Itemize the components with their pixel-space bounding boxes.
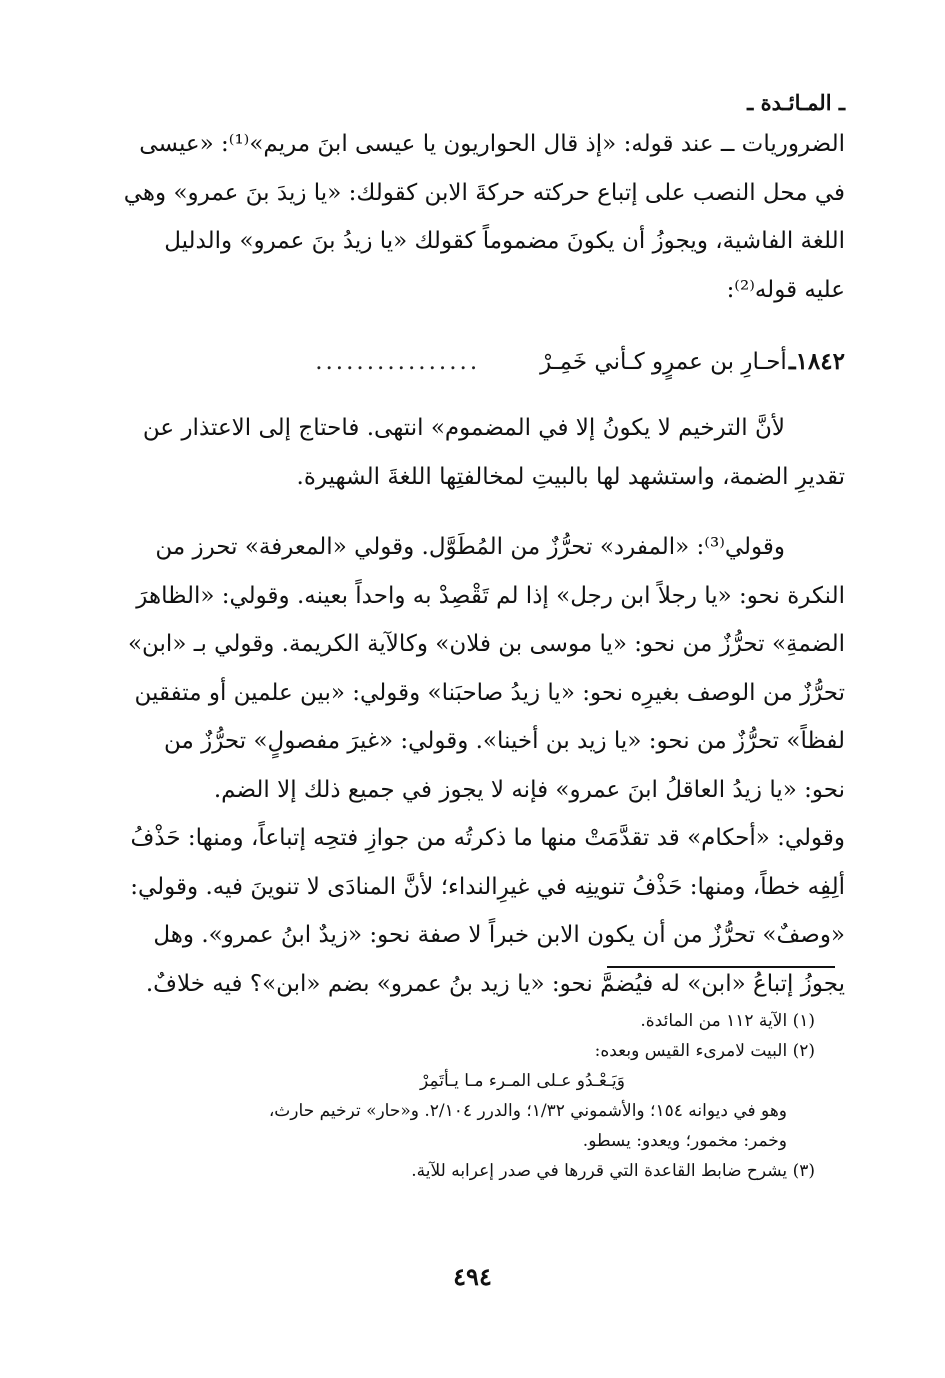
footnote-3: (٣) يشرح ضابط القاعدة التي قررها في صدر إعرابه للآية. (411, 1161, 815, 1181)
footnote-2-source: وهو في ديوانه ١٥٤؛ والأشموني ١/٣٢؛ والدرر ٢/١٠٤. و«حار» ترخيم حارث، (268, 1101, 787, 1121)
footnote-1: (١) الآية ١١٢ من المائدة. (640, 1011, 815, 1031)
running-header: ـ المـائـدة ـ (747, 90, 845, 115)
text-line: وقولي: «أحكام» قد تقدَّمَتْ منها ما ذكرتُه من جوازِ فتحِه إتباعاً، ومنها: حَذْفُ (130, 825, 845, 851)
text-line: «وصفٌ» تحرُّزٌ من أن يكون الابن خبراً لا صفة نحو: «زيدٌ ابنُ عمرو». وهل (153, 922, 845, 948)
verse-ellipsis: ................ (315, 349, 481, 375)
text-line: ألِفِه خطاً، ومنها: حَذْفُ تنوينِه في غيرِالنداء؛ لأنَّ المنادَى لا تنوينَ فيه. وقولي: (130, 873, 845, 900)
text-line: الضمةِ» تحرُّزٌ من نحو: «يا موسى بن فلان» وكالآية الكريمة. وقولي بـ «ابن» (127, 631, 845, 657)
verse-number: ١٨٤٢ـ (788, 348, 845, 375)
intro-paragraph (100, 120, 845, 314)
text-line: عليه قوله⁽²⁾: (726, 276, 845, 303)
poetry-verse (100, 338, 845, 386)
text-line: اللغة الفاشية، ويجوزُ أن يكونَ مضموماً كقولك «يا زيدُ بنَ عمرو» والدليل (164, 228, 845, 254)
text-line: لفظاً» تحرُّزٌ من نحو: «يا زيد بن أخينا». وقولي: «غيرَ مفصولٍ» تحرُّزٌ من (163, 728, 845, 754)
text-line: تقديرِ الضمة، واستشهد لها بالبيتِ لمخالفتِها اللغةَ الشهيرة. (296, 463, 845, 490)
text-line: النكرة نحو: «يا رجلاً ابن رجل» إذا لم تَقْصِدْ به واحداً بعينه. وقولي: «الظاهرَ (136, 582, 845, 609)
footnote-divider (607, 966, 835, 968)
verse-text: أحـارِ بن عمرٍو كـأني خَمِـرْ (540, 349, 787, 375)
text-line: في محل النصب على إتباع حركته حركةَ الابن كقولك: «يا زيدَ بنَ عمرو» وهي (123, 179, 845, 206)
after-verse-paragraph (100, 404, 845, 501)
footnote-2-gloss: وخمر: مخمور؛ ويعدو: يسطو. (582, 1131, 787, 1151)
footnote-2: (٢) البيت لامرىء القيس وبعده: (594, 1041, 815, 1061)
main-paragraph (100, 523, 845, 1008)
footnote-2-poem: وَيَـعْـدُو عـلى المـرء مـا يـأتَمِرْ (420, 1071, 625, 1091)
text-line: الضروريات ــ عند قوله: «إذ قال الحواريون يا عيسى ابنَ مريم»⁽¹⁾: «عيسى (139, 131, 845, 157)
footnotes (115, 1006, 815, 1186)
text-line: وقولي⁽³⁾: «المفرد» تحرُّزٌ من المُطَوَّل. وقولي «المعرفة» تحرز من (155, 534, 785, 560)
text-line: يجوزُ إتباعُ «ابن» له فيُضمَّ نحو: «يا زيد بنُ عمرو» بضم «ابن»؟ فيه خلافٌ. (145, 970, 845, 997)
text-line: تحرُّزٌ من الوصف بغيرِه نحو: «يا زيدُ صاحبَنا» وقولي: «بين علمين أو متفقين (134, 679, 845, 706)
text-line: نحو: «يا زيدُ العاقلُ ابنَ عمرو» فإنه لا يجوز في جميع ذلك إلا الضم. (213, 776, 845, 803)
text-line: لأنَّ الترخيم لا يكونُ إلا في المضموم» انتهى. فاحتاج إلى الاعتذار عن (142, 415, 785, 441)
page-number: ٤٩٤ (453, 1262, 492, 1291)
